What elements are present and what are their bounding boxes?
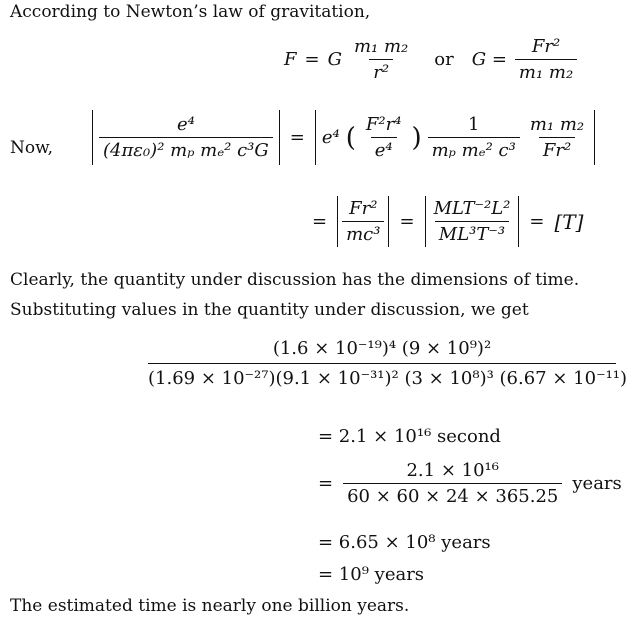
fraction-denominator: 60 × 60 × 24 × 365.25 (343, 483, 562, 507)
rhs-bracket (315, 110, 595, 165)
or-word: or (434, 49, 454, 70)
fraction-denominator: m₁ m₂ (515, 59, 577, 83)
bracket-a-fraction (342, 198, 384, 245)
fraction-numerator: Fr² (531, 36, 561, 57)
clearly-text: Clearly, the quantity under discussion has the dimensions of time. (10, 270, 580, 290)
eq-equals: = (318, 473, 334, 494)
substituting-text: Substituting values in the quantity under discussion, we get (10, 300, 529, 320)
years-unit: years (572, 473, 622, 494)
intro-text: According to Newton’s law of gravitation, (10, 2, 371, 22)
years-fraction (343, 460, 562, 507)
open-paren: ( (345, 122, 356, 153)
eq-equals: = (289, 127, 305, 148)
lhs-fraction (99, 114, 273, 161)
time-dimension: [T] (554, 209, 584, 234)
bracket-a (337, 196, 389, 247)
fraction-numerator: 1 (468, 114, 480, 135)
eq-G: G (327, 49, 342, 70)
result-seconds: = 2.1 × 10¹⁶ second (318, 426, 501, 447)
result-years-fraction (318, 460, 622, 507)
eq-G-equals: G = (471, 49, 507, 70)
newton-equation (284, 36, 577, 83)
conclusion-text: The estimated time is nearly one billion years. (10, 596, 410, 616)
fraction-denominator: ML³T⁻³ (435, 221, 509, 245)
fraction-numerator: m₁ m₂ (353, 36, 409, 57)
result-1e9-years: = 10⁹ years (318, 564, 425, 585)
fraction-denominator: e⁴ (371, 137, 397, 161)
eq-equals: = (304, 49, 320, 70)
fraction-numerator: F²r⁴ (365, 114, 402, 135)
fraction-numerator: 2.1 × 10¹⁶ (406, 460, 499, 481)
fraction-denominator: Fr² (539, 137, 575, 161)
numeric-numerator: (1.6 × 10⁻¹⁹)⁴ (9 × 10⁹)² (272, 338, 492, 359)
fraction-numerator: m₁ m₂ (529, 114, 585, 135)
e4-term: e⁴ (321, 127, 340, 148)
fraction-denominator: mₚ mₑ² c³ (428, 137, 520, 161)
bracket-b (425, 196, 520, 247)
one-fraction (428, 114, 520, 161)
eq-equals: = (399, 211, 415, 232)
numeric-fraction (148, 338, 628, 389)
dimension-equation (92, 110, 595, 165)
close-paren: ) (411, 122, 422, 153)
fraction-numerator: MLT⁻²L² (433, 198, 511, 219)
eq-equals: = (312, 211, 328, 232)
fraction-denominator: mc³ (342, 221, 384, 245)
fraction-denominator: r² (369, 59, 393, 83)
mass-over-r2-fraction (350, 36, 412, 83)
G-fraction (515, 36, 577, 83)
lhs-bracket (92, 110, 280, 165)
bracket-b-fraction (430, 198, 515, 245)
fraction-numerator: e⁴ (176, 114, 195, 135)
result-6-65e8-years: = 6.65 × 10⁸ years (318, 532, 491, 553)
numeric-denominator: (1.69 × 10⁻²⁷)(9.1 × 10⁻³¹)² (3 × 10⁸)³ (6.67 × 10⁻¹¹) (148, 363, 616, 389)
eq-equals: = (529, 211, 545, 232)
paren-fraction (362, 114, 406, 161)
now-label: Now, (10, 138, 54, 158)
eq-F: F (284, 49, 297, 70)
fraction-numerator: Fr² (349, 198, 378, 219)
fraction-denominator: (4πε₀)² mₚ mₑ² c³G (99, 137, 273, 161)
dimension-result (312, 196, 583, 247)
mass-fraction (526, 114, 588, 161)
